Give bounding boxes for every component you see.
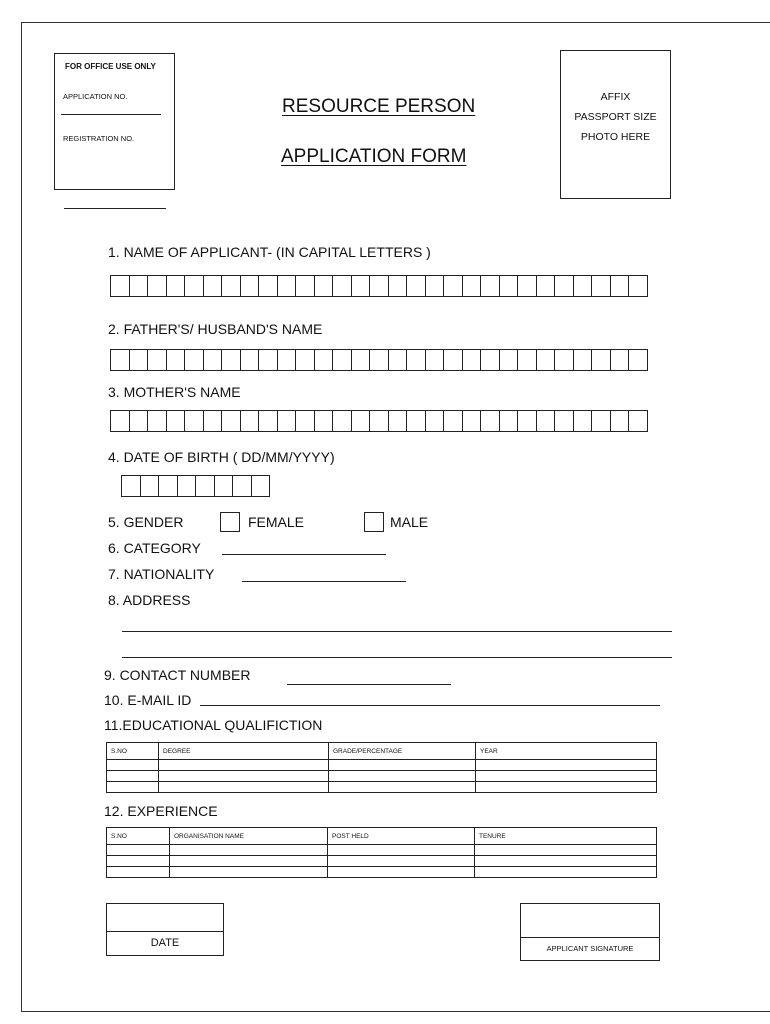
char-box[interactable] (351, 275, 371, 297)
char-box[interactable] (221, 349, 241, 371)
date-box-divider (107, 931, 223, 932)
char-box[interactable] (388, 275, 408, 297)
table-row (107, 867, 657, 878)
table-row (107, 782, 657, 793)
date-box[interactable] (106, 903, 224, 956)
char-box[interactable] (628, 410, 648, 432)
char-box[interactable] (443, 349, 463, 371)
char-box[interactable] (610, 349, 630, 371)
table-row (107, 760, 657, 771)
signature-label: APPLICANT SIGNATURE (546, 944, 634, 953)
table-row (107, 845, 657, 856)
char-box[interactable] (177, 475, 197, 497)
char-box[interactable] (240, 410, 260, 432)
office-use-box (54, 53, 175, 190)
char-box[interactable] (277, 349, 297, 371)
dob-label: 4. DATE OF BIRTH ( DD/MM/YYYY) (108, 449, 335, 465)
char-box[interactable] (314, 275, 334, 297)
char-box[interactable] (536, 349, 556, 371)
form-title-line1: RESOURCE PERSON (282, 96, 476, 117)
char-box[interactable] (536, 410, 556, 432)
char-box[interactable] (610, 275, 630, 297)
char-box[interactable] (406, 349, 426, 371)
char-box[interactable] (140, 475, 160, 497)
char-box[interactable] (517, 349, 537, 371)
application-no-label: APPLICATION NO. (63, 92, 128, 101)
edu-header-year: YEAR (476, 743, 657, 760)
female-label: FEMALE (248, 514, 305, 530)
female-checkbox[interactable] (220, 512, 240, 532)
char-box[interactable] (628, 275, 648, 297)
table-row (107, 771, 657, 782)
char-box[interactable] (480, 349, 500, 371)
char-box[interactable] (332, 410, 352, 432)
char-box[interactable] (499, 275, 519, 297)
char-box[interactable] (388, 349, 408, 371)
signature-box[interactable] (520, 903, 660, 961)
char-box[interactable] (462, 349, 482, 371)
gender-label: 5. GENDER (108, 514, 184, 530)
exp-header-sno: S.NO (107, 828, 170, 845)
nationality-label: 7. NATIONALITY (108, 566, 215, 582)
edu-header-degree: DEGREE (159, 743, 329, 760)
char-box[interactable] (203, 275, 223, 297)
name-label: 1. NAME OF APPLICANT- (IN CAPITAL LETTERS ) (108, 244, 431, 260)
dob-boxes[interactable] (122, 475, 270, 497)
photo-text-3: PHOTO HERE (580, 131, 651, 143)
char-box[interactable] (214, 475, 234, 497)
contact-label: 9. CONTACT NUMBER (104, 667, 251, 683)
mother-name-boxes[interactable] (111, 410, 648, 432)
char-box[interactable] (129, 349, 149, 371)
application-no-line[interactable] (61, 114, 161, 115)
char-box[interactable] (166, 349, 186, 371)
registration-no-label: REGISTRATION NO. (63, 134, 135, 143)
char-box[interactable] (147, 275, 167, 297)
char-box[interactable] (295, 349, 315, 371)
char-box[interactable] (166, 410, 186, 432)
char-box[interactable] (240, 275, 260, 297)
char-box[interactable] (369, 410, 389, 432)
char-box[interactable] (369, 275, 389, 297)
char-box[interactable] (295, 275, 315, 297)
char-box[interactable] (314, 349, 334, 371)
char-box[interactable] (221, 410, 241, 432)
office-use-title: FOR OFFICE USE ONLY (65, 62, 156, 71)
char-box[interactable] (110, 410, 130, 432)
char-box[interactable] (184, 349, 204, 371)
education-table (106, 742, 657, 793)
char-box[interactable] (147, 410, 167, 432)
char-box[interactable] (351, 349, 371, 371)
char-box[interactable] (121, 475, 141, 497)
char-box[interactable] (203, 349, 223, 371)
char-box[interactable] (129, 275, 149, 297)
char-box[interactable] (573, 349, 593, 371)
photo-text-1: AFFIX (600, 91, 631, 103)
father-name-label: 2. FATHER'S/ HUSBAND'S NAME (108, 321, 323, 337)
photo-text-2: PASSPORT SIZE (574, 111, 657, 123)
experience-table (106, 827, 657, 878)
exp-header-organisation: ORGANISATION NAME (170, 828, 328, 845)
char-box[interactable] (425, 275, 445, 297)
char-box[interactable] (536, 275, 556, 297)
char-box[interactable] (406, 410, 426, 432)
char-box[interactable] (499, 410, 519, 432)
char-box[interactable] (314, 410, 334, 432)
char-box[interactable] (277, 275, 297, 297)
char-box[interactable] (425, 349, 445, 371)
char-box[interactable] (591, 410, 611, 432)
char-box[interactable] (158, 475, 178, 497)
office-underline (64, 208, 166, 209)
char-box[interactable] (517, 410, 537, 432)
edu-header-grade: GRADE/PERCENTAGE (329, 743, 476, 760)
char-box[interactable] (499, 349, 519, 371)
char-box[interactable] (369, 349, 389, 371)
exp-header-tenure: TENURE (475, 828, 657, 845)
char-box[interactable] (232, 475, 252, 497)
table-row (107, 856, 657, 867)
address-line-2[interactable] (122, 657, 672, 658)
char-box[interactable] (195, 475, 215, 497)
char-box[interactable] (221, 275, 241, 297)
char-box[interactable] (462, 275, 482, 297)
char-box[interactable] (184, 275, 204, 297)
char-box[interactable] (351, 410, 371, 432)
signature-box-divider (521, 937, 659, 938)
exp-header-post: POST HELD (328, 828, 475, 845)
char-box[interactable] (462, 410, 482, 432)
char-box[interactable] (573, 410, 593, 432)
char-box[interactable] (443, 275, 463, 297)
char-box[interactable] (406, 275, 426, 297)
category-line[interactable] (222, 554, 386, 555)
name-boxes[interactable] (111, 275, 648, 297)
experience-label: 12. EXPERIENCE (104, 803, 218, 819)
contact-line[interactable] (287, 684, 451, 685)
category-label: 6. CATEGORY (108, 540, 201, 556)
char-box[interactable] (332, 349, 352, 371)
char-box[interactable] (258, 275, 278, 297)
char-box[interactable] (443, 410, 463, 432)
nationality-line[interactable] (242, 581, 406, 582)
char-box[interactable] (628, 349, 648, 371)
form-title-line2: APPLICATION FORM (281, 146, 467, 167)
char-box[interactable] (480, 410, 500, 432)
char-box[interactable] (258, 349, 278, 371)
address-line-1[interactable] (122, 631, 672, 632)
char-box[interactable] (573, 275, 593, 297)
char-box[interactable] (147, 349, 167, 371)
char-box[interactable] (425, 410, 445, 432)
email-line[interactable] (200, 705, 660, 706)
father-name-boxes[interactable] (111, 349, 648, 371)
edu-header-sno: S.NO (107, 743, 159, 760)
email-label: 10. E-MAIL ID (104, 692, 192, 708)
char-box[interactable] (591, 349, 611, 371)
male-checkbox[interactable] (364, 512, 384, 532)
char-box[interactable] (388, 410, 408, 432)
char-box[interactable] (610, 410, 630, 432)
char-box[interactable] (251, 475, 271, 497)
education-label: 11.EDUCATIONAL QUALIFICTION (104, 717, 323, 733)
char-box[interactable] (517, 275, 537, 297)
char-box[interactable] (240, 349, 260, 371)
char-box[interactable] (110, 275, 130, 297)
char-box[interactable] (591, 275, 611, 297)
photo-box (560, 50, 671, 199)
char-box[interactable] (184, 410, 204, 432)
char-box[interactable] (203, 410, 223, 432)
char-box[interactable] (332, 275, 352, 297)
char-box[interactable] (554, 275, 574, 297)
char-box[interactable] (166, 275, 186, 297)
mother-name-label: 3. MOTHER'S NAME (108, 384, 241, 400)
char-box[interactable] (295, 410, 315, 432)
char-box[interactable] (480, 275, 500, 297)
char-box[interactable] (258, 410, 278, 432)
address-label: 8. ADDRESS (108, 592, 191, 608)
male-label: MALE (390, 514, 429, 530)
char-box[interactable] (277, 410, 297, 432)
char-box[interactable] (129, 410, 149, 432)
date-label: DATE (150, 937, 180, 949)
char-box[interactable] (554, 410, 574, 432)
char-box[interactable] (554, 349, 574, 371)
char-box[interactable] (110, 349, 130, 371)
